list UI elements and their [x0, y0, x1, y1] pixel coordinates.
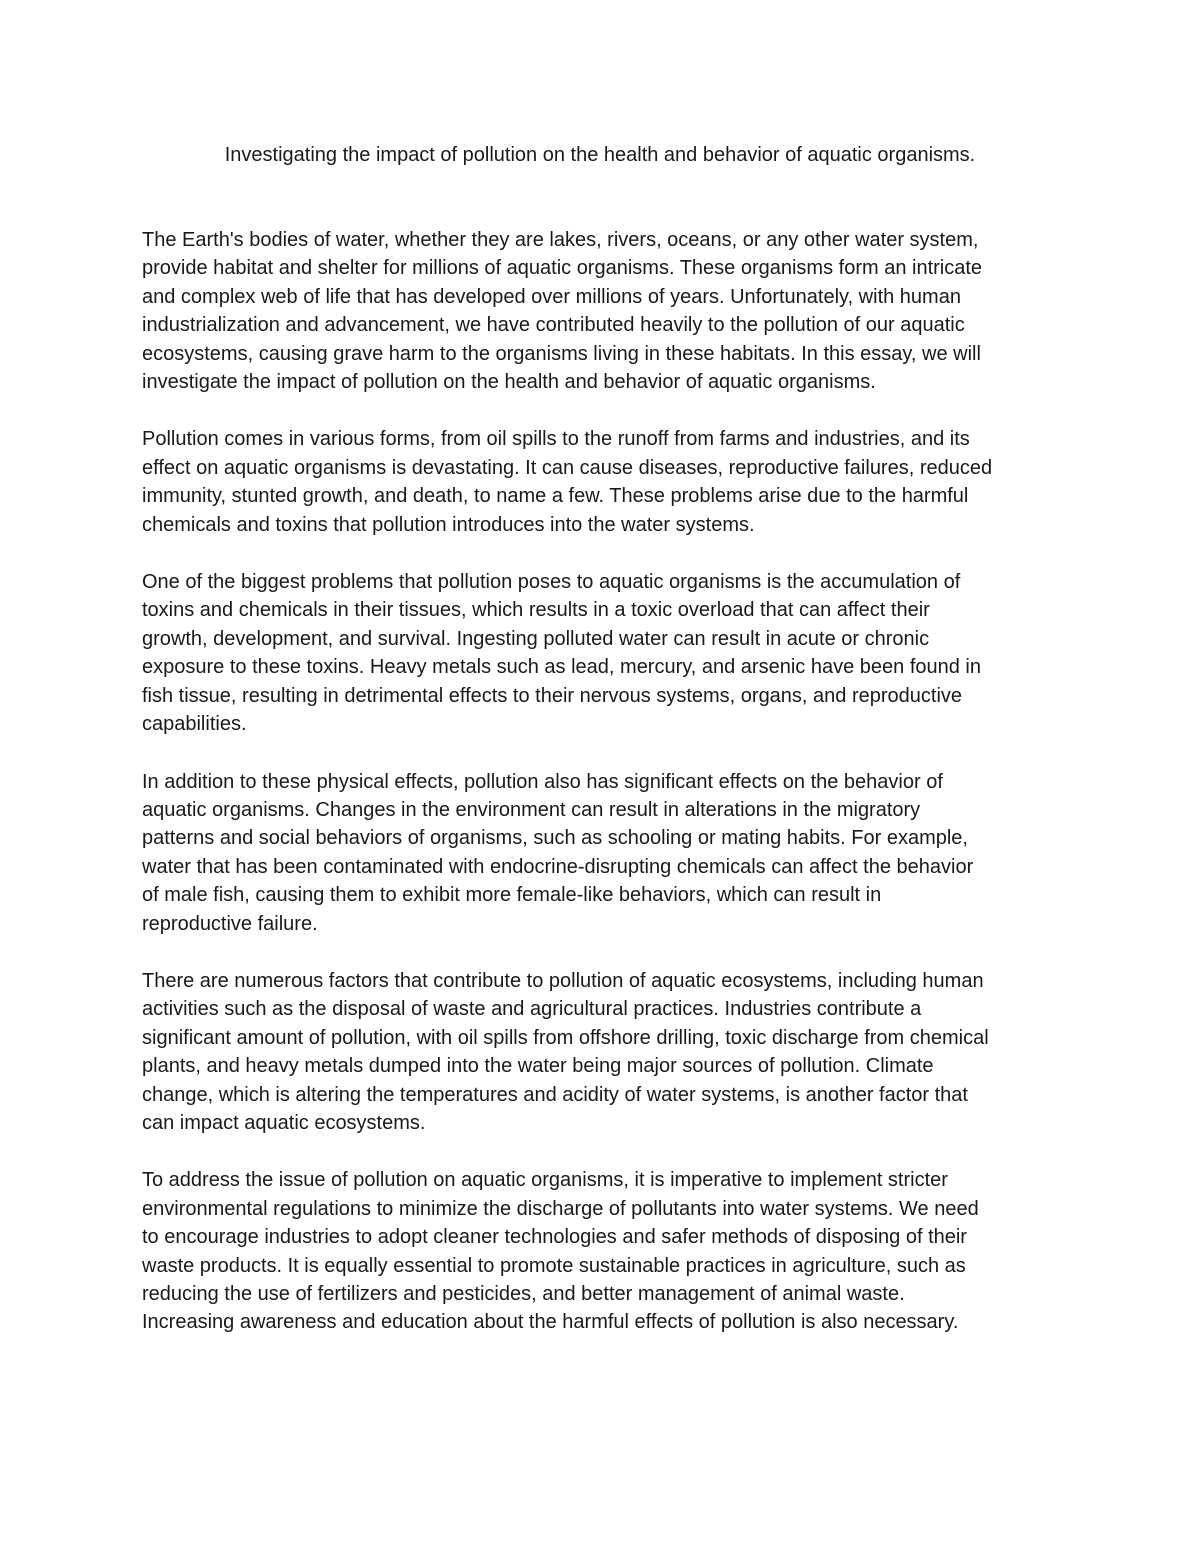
paragraph-line: water that has been contaminated with endocrine-disrupting chemicals can affect the behavior — [142, 855, 974, 878]
document-title: Investigating the impact of pollution on the health and behavior of aquatic organisms. — [224, 144, 976, 166]
paragraph-line: activities such as the disposal of waste and agricultural practices. Industries contribute a — [142, 998, 922, 1021]
paragraph-line: provide habitat and shelter for millions of aquatic organisms. These organisms form an intricate — [142, 257, 983, 280]
paragraph-line: chemicals and toxins that pollution introduces into the water systems. — [142, 513, 755, 536]
paragraph-line: There are numerous factors that contribute to pollution of aquatic ecosystems, including human — [142, 969, 984, 992]
paragraph-line: One of the biggest problems that pollution poses to aquatic organisms is the accumulation of — [142, 571, 961, 594]
paragraph-line: ecosystems, causing grave harm to the organisms living in these habitats. In this essay, we will — [142, 342, 981, 365]
paragraph-line: toxins and chemicals in their tissues, which results in a toxic overload that can affect their — [142, 599, 930, 622]
paragraph-line: of male fish, causing them to exhibit more female-like behaviors, which can result in — [142, 884, 882, 907]
paragraph — [142, 226, 1072, 396]
paragraph-line: reducing the use of fertilizers and pesticides, and better management of animal waste. — [142, 1283, 905, 1305]
paragraph — [142, 425, 1072, 539]
paragraph-line: and complex web of life that has developed over millions of years. Unfortunately, with human — [142, 285, 961, 308]
paragraph-line: In addition to these physical effects, pollution also has significant effects on the behavior of — [142, 770, 943, 793]
paragraph — [142, 568, 1072, 738]
paragraph-line: Increasing awareness and education about the harmful effects of pollution is also necessary. — [142, 1311, 959, 1334]
paragraph-line: industrialization and advancement, we have contributed heavily to the pollution of our aquatic — [142, 314, 965, 337]
paragraph-line: To address the issue of pollution on aquatic organisms, it is imperative to implement stricter — [142, 1169, 948, 1192]
paragraph-line: capabilities. — [142, 713, 247, 736]
paragraph-line: waste products. It is equally essential to promote sustainable practices in agriculture, such as — [142, 1254, 966, 1277]
paragraph-line: change, which is altering the temperatures and acidity of water systems, is another factor that — [142, 1083, 968, 1106]
paragraph-line: Pollution comes in various forms, from oil spills to the runoff from farms and industries, and its — [142, 428, 970, 451]
paragraph-line: can impact aquatic ecosystems. — [142, 1111, 426, 1134]
paragraph-line: immunity, stunted growth, and death, to name a few. These problems arise due to the harmful — [142, 485, 969, 508]
paragraph-line: environmental regulations to minimize the discharge of pollutants into water systems. We need — [142, 1197, 979, 1220]
paragraph-line: investigate the impact of pollution on the health and behavior of aquatic organisms. — [142, 371, 876, 394]
paragraph-line: fish tissue, resulting in detrimental effects to their nervous systems, organs, and reproductive — [142, 684, 963, 707]
paragraph-line: patterns and social behaviors of organisms, such as schooling or mating habits. For example, — [142, 827, 968, 850]
paragraph-line: significant amount of pollution, with oil spills from offshore drilling, toxic discharge from chemical — [142, 1026, 989, 1049]
paragraph-line: effect on aquatic organisms is devastating. It can cause diseases, reproductive failures, reduced — [142, 456, 993, 479]
paragraph-line: to encourage industries to adopt cleaner technologies and safer methods of disposing of their — [142, 1226, 967, 1249]
paragraph-line: plants, and heavy metals dumped into the water being major sources of pollution. Climate — [142, 1055, 934, 1078]
document-body — [142, 226, 1072, 1366]
paragraph-line: exposure to these toxins. Heavy metals such as lead, mercury, and arsenic have been found in — [142, 656, 981, 679]
paragraph-line: growth, development, and survival. Ingesting polluted water can result in acute or chronic — [142, 627, 930, 650]
paragraph — [142, 967, 1072, 1137]
paragraph-line: aquatic organisms. Changes in the environment can result in alterations in the migratory — [142, 798, 921, 821]
paragraph-line: reproductive failure. — [142, 912, 318, 935]
paragraph — [142, 1166, 1072, 1336]
paragraph — [142, 768, 1072, 938]
paragraph-line: The Earth's bodies of water, whether they are lakes, rivers, oceans, or any other water system, — [142, 229, 979, 251]
